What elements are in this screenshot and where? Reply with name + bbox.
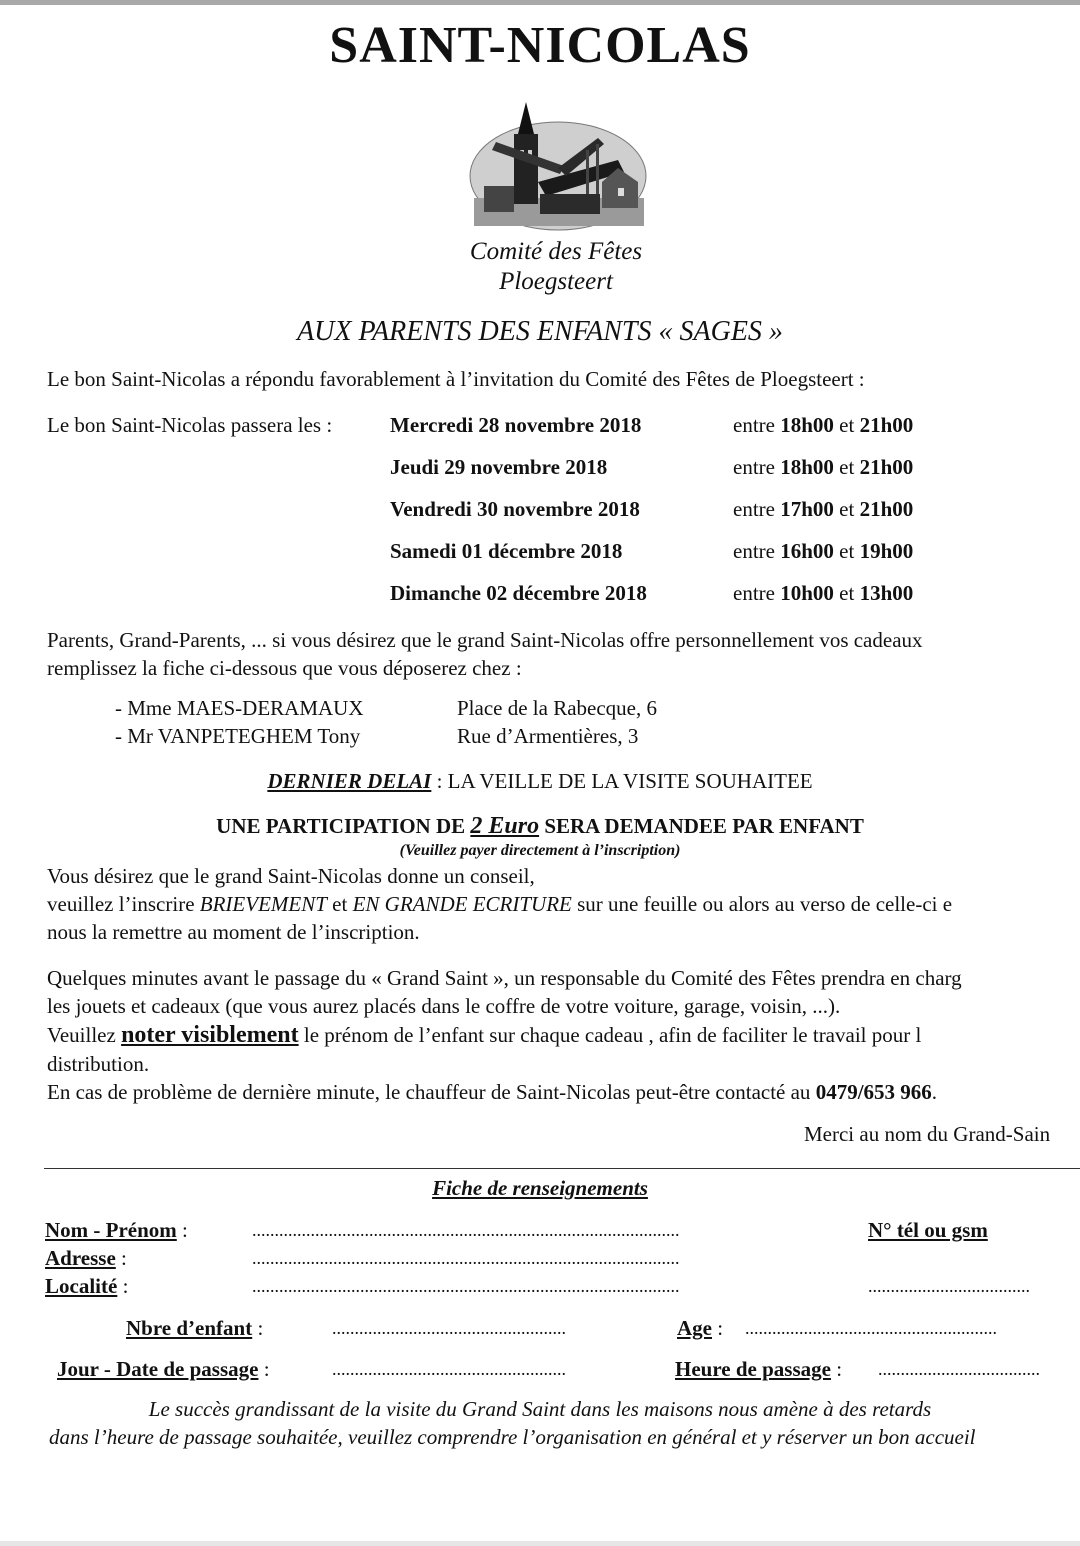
jour-field[interactable]: .................................................... — [332, 1359, 566, 1379]
heure-field[interactable]: .................................... — [878, 1359, 1040, 1379]
deadline-notice: DERNIER DELAI : LA VEILLE DE LA VISITE SOUHAITEE — [267, 769, 813, 793]
participation-notice: UNE PARTICIPATION DE 2 Euro SERA DEMANDEE PAR ENFANT — [216, 813, 864, 839]
conseil-line-3: nous la remettre au moment de l’inscription. — [47, 920, 420, 944]
tel-field[interactable]: .................................... — [868, 1276, 1030, 1296]
schedule-date: Mercredi 28 novembre 2018 — [390, 413, 642, 437]
age-label: Age : — [677, 1316, 724, 1340]
schedule-time: entre 18h00 et 21h00 — [733, 413, 914, 437]
pickup-line-1: Quelques minutes avant le passage du « Grand Saint », un responsable du Comité des Fêtes prendra en charg — [47, 966, 962, 990]
footer-line-2: dans l’heure de passage souhaitée, veuillez comprendre l’organisation en général et y réserver un bon accueil — [49, 1425, 976, 1449]
localite-field[interactable]: ............................................................................................... — [252, 1276, 680, 1296]
pickup-line-4: distribution. — [47, 1052, 150, 1076]
contact-name: - Mr VANPETEGHEM Tony — [115, 724, 361, 748]
schedule-date: Jeudi 29 novembre 2018 — [390, 455, 608, 479]
pickup-line-3: Veuillez noter visiblement le prénom de l’enfant sur chaque cadeau , afin de faciliter le travail pour l — [47, 1022, 922, 1048]
jour-label: Jour - Date de passage : — [57, 1357, 270, 1381]
contact-address: Place de la Rabecque, 6 — [457, 696, 657, 720]
parents-line-2: remplissez la fiche ci-dessous que vous déposerez chez : — [47, 656, 522, 680]
tel-label: N° tél ou gsm — [868, 1218, 988, 1242]
conseil-line-1: Vous désirez que le grand Saint-Nicolas donne un conseil, — [47, 864, 535, 888]
schedule-time: entre 17h00 et 21h00 — [733, 497, 914, 521]
localite-label: Localité : — [45, 1274, 129, 1298]
page-title: SAINT-NICOLAS — [329, 17, 751, 74]
pickup-line-5: En cas de problème de dernière minute, le chauffeur de Saint-Nicolas peut-être contacté au 0479/653 966. — [47, 1080, 938, 1104]
adresse-field[interactable]: ............................................................................................... — [252, 1248, 680, 1268]
heure-label: Heure de passage : — [675, 1357, 843, 1381]
enfants-field[interactable]: .................................................... — [332, 1318, 566, 1338]
nom-label: Nom - Prénom : — [45, 1218, 188, 1242]
church-village-icon — [468, 98, 650, 238]
footer-line-1: Le succès grandissant de la visite du Grand Saint dans les maisons nous amène à des retards — [148, 1397, 932, 1421]
contact-name: - Mme MAES-DERAMAUX — [115, 696, 364, 720]
logo-line-2: Ploegsteert — [499, 268, 613, 295]
parents-line-1: Parents, Grand-Parents, ... si vous désirez que le grand Saint-Nicolas offre personnellement vos cadeaux — [47, 628, 923, 652]
subtitle: AUX PARENTS DES ENFANTS « SAGES » — [297, 316, 783, 347]
intro-text: Le bon Saint-Nicolas a répondu favorablement à l’invitation du Comité des Fêtes de Ploegsteert : — [47, 367, 865, 391]
section-divider — [44, 1168, 1080, 1169]
schedule-date: Dimanche 02 décembre 2018 — [390, 581, 647, 605]
participation-note: (Veuillez payer directement à l’inscription) — [399, 842, 681, 859]
contact-address: Rue d’Armentières, 3 — [457, 724, 639, 748]
bottom-border — [0, 1541, 1080, 1546]
conseil-line-2: veuillez l’inscrire BRIEVEMENT et EN GRANDE ECRITURE sur une feuille ou alors au verso de celle-ci e — [47, 892, 953, 916]
nom-field[interactable]: ............................................................................................... — [252, 1220, 680, 1240]
adresse-label: Adresse : — [45, 1246, 127, 1270]
fiche-title: Fiche de renseignements — [432, 1176, 648, 1200]
schedule-lead: Le bon Saint-Nicolas passera les : — [47, 413, 333, 437]
schedule-time: entre 10h00 et 13h00 — [733, 581, 914, 605]
schedule-date: Samedi 01 décembre 2018 — [390, 539, 623, 563]
age-field[interactable]: ........................................................ — [745, 1318, 997, 1338]
top-border — [0, 0, 1080, 5]
schedule-time: entre 18h00 et 21h00 — [733, 455, 914, 479]
thanks-text: Merci au nom du Grand-Sain — [804, 1122, 1051, 1146]
schedule-date: Vendredi 30 novembre 2018 — [390, 497, 640, 521]
enfants-label: Nbre d’enfant : — [126, 1316, 264, 1340]
pickup-line-2: les jouets et cadeaux (que vous aurez placés dans le coffre de votre voiture, garage, voisin, ...). — [47, 994, 841, 1018]
logo-line-1: Comité des Fêtes — [469, 238, 643, 265]
schedule-time: entre 16h00 et 19h00 — [733, 539, 914, 563]
